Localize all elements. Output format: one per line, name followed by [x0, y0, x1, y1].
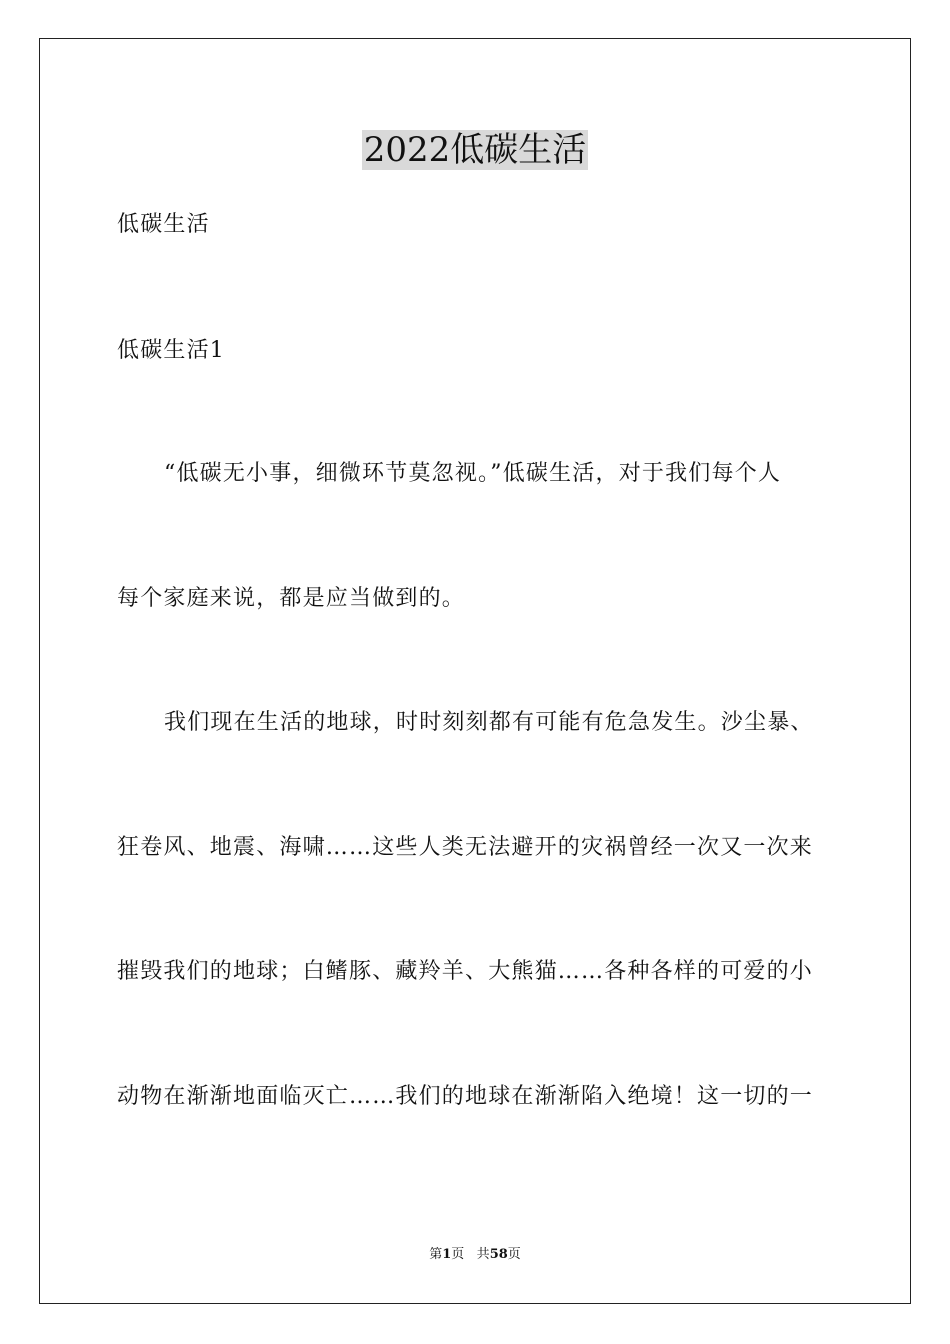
- paragraph-line: 摧毁我们的地球；白鳍豚、藏羚羊、大熊猫……各种各样的可爱的小: [117, 959, 814, 984]
- paragraph-line: 我们现在生活的地球，时时刻刻都有可能有危急发生。沙尘暴、: [164, 710, 814, 735]
- footer-prefix: 第: [429, 1247, 443, 1262]
- section-heading: 低碳生活1: [117, 338, 225, 363]
- document-subtitle: 低碳生活: [117, 212, 210, 237]
- footer-total-prefix: 共: [476, 1247, 490, 1262]
- footer-total-suffix: 页: [507, 1247, 521, 1262]
- paragraph-line: 动物在渐渐地面临灭亡……我们的地球在渐渐陷入绝境！这一切的一: [117, 1084, 814, 1109]
- paragraph-line: “低碳无小事，细微环节莫忽视。”低碳生活，对于我们每个人: [164, 461, 782, 486]
- document-title-text: 2022低碳生活: [363, 130, 587, 170]
- footer-page-number: 1: [442, 1247, 452, 1262]
- footer-total-pages: 58: [489, 1247, 508, 1262]
- document-title: [0, 126, 950, 174]
- paragraph-line: 狂卷风、地震、海啸……这些人类无法避开的灾祸曾经一次又一次来: [117, 835, 814, 860]
- page-footer: [0, 1246, 950, 1264]
- paragraph-line: 每个家庭来说，都是应当做到的。: [117, 586, 466, 611]
- footer-page-suffix: 页: [451, 1247, 465, 1262]
